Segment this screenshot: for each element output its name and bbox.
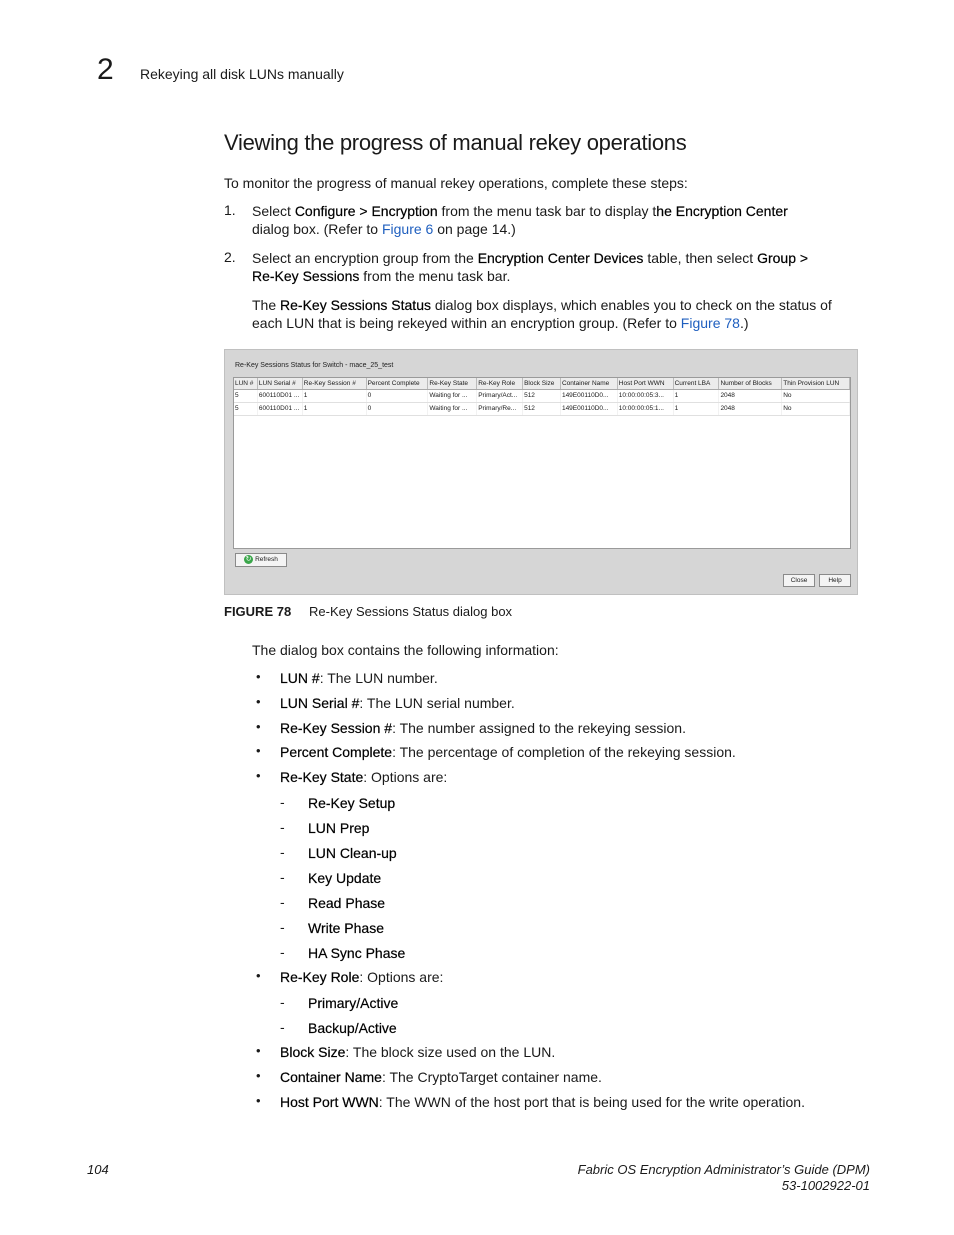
role-option: Backup/Active: [308, 1020, 397, 1036]
list-item: Re-Key Session #: The number assigned to the rekeying session.: [280, 720, 686, 736]
figure-caption-text: Re-Key Sessions Status dialog box: [309, 604, 513, 619]
bullet-icon: •: [256, 1068, 261, 1083]
sessions-table[interactable]: [233, 377, 851, 549]
figure-6-link[interactable]: Figure 6: [381, 221, 434, 237]
table-row[interactable]: [234, 390, 850, 403]
intro-paragraph: To monitor the progress of manual rekey operations, complete these steps:: [224, 175, 688, 191]
table-cell: Waiting for ...: [428, 390, 477, 402]
bullet-icon: •: [256, 1093, 261, 1108]
state-option: LUN Clean-up: [308, 845, 397, 861]
table-cell: 512: [523, 403, 561, 415]
running-head: Rekeying all disk LUNs manually: [140, 66, 344, 82]
column-header[interactable]: Current LBA: [674, 378, 720, 389]
table-cell: 10:00:00:05:1...: [618, 403, 674, 415]
book-title: Fabric OS Encryption Administrator’s Guide (DPM): [577, 1162, 870, 1177]
refresh-icon: ↻: [245, 555, 252, 563]
column-header[interactable]: Re-Key Role: [477, 378, 523, 389]
column-header[interactable]: Percent Complete: [367, 378, 429, 389]
table-cell: 600110D01 ...: [258, 390, 303, 402]
table-body: [234, 390, 850, 416]
column-header[interactable]: LUN #: [234, 378, 258, 389]
figure-label: FIGURE 78: [224, 604, 292, 619]
table-cell: 1: [303, 403, 367, 415]
column-header[interactable]: Number of Blocks: [719, 378, 782, 389]
menu-path: Configure > Encryption: [294, 203, 438, 219]
state-option: Key Update: [308, 870, 382, 886]
table-cell: No: [782, 390, 850, 402]
column-header[interactable]: Container Name: [561, 378, 618, 389]
state-option: LUN Prep: [308, 820, 370, 836]
list-item: Re-Key Role: Options are:: [280, 969, 444, 985]
doc-number: 53-1002922-01: [781, 1178, 870, 1193]
list-item: Block Size: The block size used on the LUN.: [280, 1044, 556, 1060]
column-header[interactable]: Thin Provision LUN: [782, 378, 850, 389]
state-option: HA Sync Phase: [308, 945, 406, 961]
bullet-icon: •: [256, 743, 261, 758]
table-cell: 1: [674, 403, 720, 415]
figure-caption: [224, 604, 513, 619]
table-header: [234, 378, 850, 390]
refresh-button[interactable]: ↻ Refresh: [235, 553, 287, 567]
chapter-number: 2: [97, 53, 114, 86]
table-cell: 2048: [719, 403, 782, 415]
state-option: Re-Key Setup: [308, 795, 396, 811]
step-2-number: 2.: [224, 249, 236, 265]
bullet-icon: •: [256, 968, 261, 983]
help-button[interactable]: Help: [819, 574, 851, 587]
dash-icon: -: [280, 819, 285, 835]
table-cell: 149E00110D0...: [561, 390, 618, 402]
rekey-sessions-dialog: [224, 349, 858, 595]
bullet-icon: •: [256, 719, 261, 734]
list-item: Host Port WWN: The WWN of the host port that is being used for the write operation.: [280, 1094, 805, 1110]
table-cell: 10:00:00:05:3...: [618, 390, 674, 402]
table-cell: 5: [234, 390, 258, 402]
list-item: Re-Key State: Options are:: [280, 769, 448, 785]
dash-icon: -: [280, 869, 285, 885]
table-cell: 149E00110D0...: [561, 403, 618, 415]
dash-icon: -: [280, 794, 285, 810]
role-option: Primary/Active: [308, 995, 399, 1011]
column-header[interactable]: LUN Serial #: [258, 378, 303, 389]
table-cell: 512: [523, 390, 561, 402]
table-cell: 600110D01 ...: [258, 403, 303, 415]
table-cell: Primary/Act...: [477, 390, 523, 402]
page-number: 104: [87, 1162, 109, 1177]
list-item: Percent Complete: The percentage of completion of the rekeying session.: [280, 744, 736, 760]
section-title: Viewing the progress of manual rekey operations: [224, 130, 687, 155]
dash-icon: -: [280, 919, 285, 935]
table-cell: 1: [674, 390, 720, 402]
table-row[interactable]: [234, 403, 850, 416]
table-cell: 1: [303, 390, 367, 402]
status-paragraph: The Re-Key Sessions Status dialog box displays, which enables you to check on the status of each LUN that is being rekeyed within an encryption group. (Refer to Figure 78.): [252, 297, 832, 331]
table-cell: Primary/Re...: [477, 403, 523, 415]
dash-icon: -: [280, 944, 285, 960]
dash-icon: -: [280, 994, 285, 1010]
column-header[interactable]: Block Size: [523, 378, 561, 389]
list-item: LUN #: The LUN number.: [280, 670, 438, 686]
table-cell: 0: [367, 390, 429, 402]
column-header[interactable]: Host Port WWN: [618, 378, 674, 389]
dialog-title: Re-Key Sessions Status for Switch - mace_25_test: [235, 362, 394, 369]
step-2-text: Select an encryption group from the Encryption Center Devices table, then select Group > Re-Key Sessions from the menu task bar.: [252, 250, 809, 284]
list-item: Container Name: The CryptoTarget container name.: [280, 1069, 602, 1085]
bullet-icon: •: [256, 694, 261, 709]
table-cell: 5: [234, 403, 258, 415]
footer-title: [578, 1162, 870, 1194]
table-cell: 2048: [719, 390, 782, 402]
state-option: Write Phase: [308, 920, 384, 936]
bullet-icon: •: [256, 1043, 261, 1058]
figure-78-link[interactable]: Figure 78: [680, 315, 740, 331]
bullet-icon: •: [256, 669, 261, 684]
state-option: Read Phase: [308, 895, 386, 911]
contains-paragraph: The dialog box contains the following information:: [252, 642, 559, 658]
dash-icon: -: [280, 1019, 285, 1035]
table-cell: No: [782, 403, 850, 415]
table-cell: 0: [367, 403, 429, 415]
dash-icon: -: [280, 894, 285, 910]
column-header[interactable]: Re-Key State: [428, 378, 477, 389]
list-item: LUN Serial #: The LUN serial number.: [280, 695, 515, 711]
bullet-icon: •: [256, 768, 261, 783]
step-1-text: Select Configure > Encryption from the menu task bar to display the Encryption Center dialog box. (Refer to Figure 6 on page 14.): [252, 203, 788, 237]
column-header[interactable]: Re-Key Session #: [303, 378, 367, 389]
table-cell: Waiting for ...: [428, 403, 477, 415]
dash-icon: -: [280, 844, 285, 860]
step-1-number: 1.: [224, 202, 236, 218]
close-button[interactable]: Close: [783, 574, 815, 587]
